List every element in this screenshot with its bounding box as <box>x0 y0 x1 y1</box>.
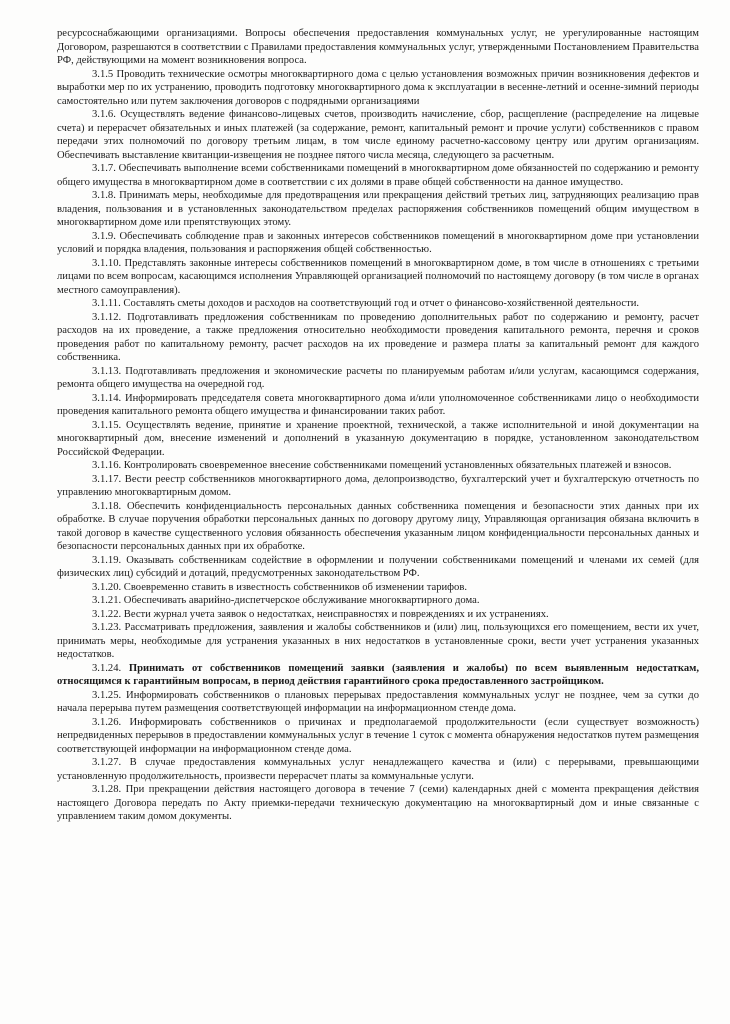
paragraph-number: 3.1.19. <box>92 554 122 566</box>
paragraph <box>57 473 699 500</box>
paragraph <box>57 230 699 257</box>
paragraph <box>57 608 699 622</box>
paragraph <box>57 621 699 662</box>
paragraph-number: 3.1.13. <box>92 365 122 377</box>
paragraph-number: 3.1.11. <box>92 298 121 309</box>
paragraph-text: Информировать собственников о плановых перерывах предоставления коммунальных услуг не позднее, чем за сутки до начала перерыва путем размещения соответствующей информации на информационном стенде дома. <box>57 689 699 714</box>
paragraph <box>57 716 699 757</box>
paragraph-number: 3.1.25. <box>92 689 122 701</box>
paragraph-text: Вести реестр собственников многоквартирного дома, делопроизводство, бухгалтерский учет и бухгалтерскую отчетность по управлению многоквартирным домом. <box>57 473 699 498</box>
paragraph <box>57 662 699 689</box>
paragraph-text: Рассматривать предложения, заявления и жалобы собственников и (или) лиц, пользующихся его помещением, вести их учет, принимать меры, необходимые для устранения указанных в них недостатков в установленные сроки, вести учет устранения указанных недостатков. <box>57 622 699 660</box>
paragraph-text: Обеспечить конфиденциальность персональных данных собственника помещения и безопасности этих данных при их обработке. В случае поручения обработки персональных данных по договору другому лицу, Управляющая организация обязана включить в такой договор в качестве существенного условия обязанность обеспечения указанным лицом конфиденциальности персональных данных и безопасности персональных данных при их обработке. <box>57 500 699 552</box>
paragraph-number: 3.1.9. <box>92 230 116 242</box>
paragraph <box>57 108 699 162</box>
paragraph-number: 3.1.18. <box>92 500 122 512</box>
paragraph-number: 3.1.14. <box>92 392 122 404</box>
paragraph <box>57 365 699 392</box>
paragraph-number: 3.1.8. <box>92 190 116 201</box>
paragraph <box>57 689 699 716</box>
document-body <box>57 27 699 824</box>
paragraph-number: 3.1.7. <box>92 163 116 174</box>
paragraph-number: 3.1.26. <box>92 716 122 728</box>
paragraph <box>57 392 699 419</box>
paragraph-text: Осуществлять ведение, принятие и хранение проектной, технической, а также исполнительной и иной документации на многоквартирный дом, внесение изменений и дополнений в указанную документацию в порядке, установленном законодательством Российской Федерации. <box>57 419 699 458</box>
paragraph <box>57 459 699 473</box>
paragraph-number: 3.1.10. <box>92 257 122 269</box>
paragraph-number: 3.1.17. <box>92 473 122 485</box>
paragraph-text: Контролировать своевременное внесение собственниками помещений установленных обязательных платежей и взносов. <box>123 460 672 471</box>
paragraph-number: 3.1.24. <box>92 662 122 674</box>
paragraph-text: Информировать собственников о причинах и предполагаемой продолжительности (если существует возможность) непредвиденных перерывов в предоставлении коммунальных услуг в течение 1 суток с момента обнаружения недостатков путем размещения соответствующей информации на информационном стенде дома. <box>57 716 699 755</box>
paragraph <box>57 189 699 230</box>
paragraph-text: Своевременно ставить в известность собственников об изменении тарифов. <box>123 581 467 593</box>
paragraph-text: Представлять законные интересы собственников помещений в многоквартирном доме, в том числе в отношениях с третьими лицами по всем вопросам, касающимся исполнения Управляющей организацией полномочий по настоящему договору (в том числе в органах местного самоуправления). <box>57 257 700 296</box>
paragraph-text: Вести журнал учета заявок о недостатках, неисправностях и повреждениях и их устранениях. <box>123 608 549 620</box>
paragraph-text: Составлять сметы доходов и расходов на соответствующий год и отчет о финансово-хозяйственной деятельности. <box>123 298 640 309</box>
paragraph <box>57 311 699 365</box>
paragraph-text: Подготавливать предложения собственникам по проведению дополнительных работ по содержанию и ремонту, расчет расходов на их проведение, а также предложения относительно необходимости проведения капитального ремонта, перечня и сроков проведения работ по капитальному ремонту, расчет расходов на их проведение и размера платы за капитальный ремонт для каждого собственника. <box>57 311 699 363</box>
paragraph <box>57 297 699 311</box>
paragraph-text: Подготавливать предложения и экономические расчеты по планируемым работам и/или услугам, касающимся содержания, ремонта общего имущества на очередной год. <box>57 365 699 390</box>
paragraph-number: 3.1.16. <box>92 460 122 471</box>
paragraph-number: 3.1.12. <box>92 311 122 323</box>
paragraph <box>57 756 699 783</box>
paragraph-number: 3.1.20. <box>92 581 122 593</box>
paragraph-number: 3.1.15. <box>92 419 122 431</box>
paragraph-text: Проводить технические осмотры многоквартирного дома с целью установления возможных причин возникновения дефектов и выработки мер по их устранению, проводить подготовку многоквартирного дома к эксплуатации в весенне-летний и осенне-зимний периоды самостоятельно или путем заключения договоров с подрядными организациями <box>57 68 700 107</box>
paragraph <box>57 500 699 554</box>
paragraph <box>57 162 699 189</box>
paragraph-text: ресурсоснабжающими организациями. Вопросы обеспечения предоставления коммунальных услуг, не урегулированные настоящим Договором, разрешаются в соответствии с Правилами предоставления коммунальных услуг, утвержденными Постановлением Правительства РФ, действующими на момент возникновения вопроса. <box>57 28 699 66</box>
paragraph-number: 3.1.27. <box>92 757 122 768</box>
paragraph <box>57 594 699 608</box>
paragraph-number: 3.1.28. <box>92 784 122 795</box>
paragraph-text: При прекращении действия настоящего договора в течение 7 (семи) календарных дней с момента прекращения действия настоящего Договора передать по Акту приемки-передачи техническую документацию на многоквартирный дом и иные связанные с управлением таким домом документы. <box>57 784 700 822</box>
paragraph-text: Принимать от собственников помещений заявки (заявления и жалобы) по всем выявленным недостаткам, относящимся к гарантийным вопросам, в период действия гарантийного срока предоставленного застройщиком. <box>57 662 699 687</box>
paragraph-number: 3.1.22. <box>92 608 122 620</box>
paragraph <box>57 554 699 581</box>
paragraph <box>57 581 699 595</box>
paragraph-text: Осуществлять ведение финансово-лицевых счетов, производить начисление, сбор, расщепление (распределение на лицевые счета) и перерасчет обязательных и иных платежей (за содержание, ремонт, капитальный ремонт и прочие услуги) собственников с правом передачи этих полномочий по договору третьим лицам, в том числе единому расчетно-кассовому центру или другим организациям. Обеспечивать выставление квитанции-извещения не позднее пятого числа месяца, следующего за расчетным. <box>57 109 699 161</box>
paragraph-number: 3.1.6. <box>92 109 116 120</box>
paragraph <box>57 257 699 298</box>
paragraph-text: Обеспечивать соблюдение прав и законных интересов собственников помещений в многоквартирном доме при установлении условий и порядка владения, пользования и распоряжения общей собственностью. <box>57 230 699 255</box>
paragraph-number: 3.1.23. <box>92 622 122 633</box>
paragraph <box>57 783 699 824</box>
paragraph-text: Оказывать собственникам содействие в оформлении и получении собственниками помещений и членами их семей (для физических лиц) субсидий и дотаций, предусмотренных законодательством РФ. <box>57 554 699 579</box>
paragraph <box>57 27 699 68</box>
paragraph <box>57 68 699 109</box>
paragraph-number: 3.1.5 <box>92 68 114 80</box>
paragraph <box>57 419 699 460</box>
paragraph-text: В случае предоставления коммунальных услуг ненадлежащего качества и (или) с перерывами, превышающими установленную продолжительность, произвести перерасчет платы за коммунальные услуги. <box>57 757 699 782</box>
paragraph-text: Обеспечивать выполнение всеми собственниками помещений в многоквартирном доме обязанностей по содержанию и ремонту общего имущества в многоквартирном доме в соответствии с их долями в праве общей собственности на данное имущество. <box>57 163 699 188</box>
paragraph-number: 3.1.21. <box>92 595 122 606</box>
paragraph-text: Принимать меры, необходимые для предотвращения или прекращения действий третьих лиц, затрудняющих реализацию прав владения, пользования и в установленных законодательством пределах распоряжения собственников помещений общим имуществом в многоквартирном доме или препятствующих этому. <box>57 190 699 228</box>
paragraph-text: Информировать председателя совета многоквартирного дома и/или уполномоченное собственниками лицо о необходимости проведения капитального ремонта общего имущества и финансировании таких работ. <box>57 392 699 417</box>
paragraph-text: Обеспечивать аварийно-диспетчерское обслуживание многоквартирного дома. <box>123 595 480 606</box>
